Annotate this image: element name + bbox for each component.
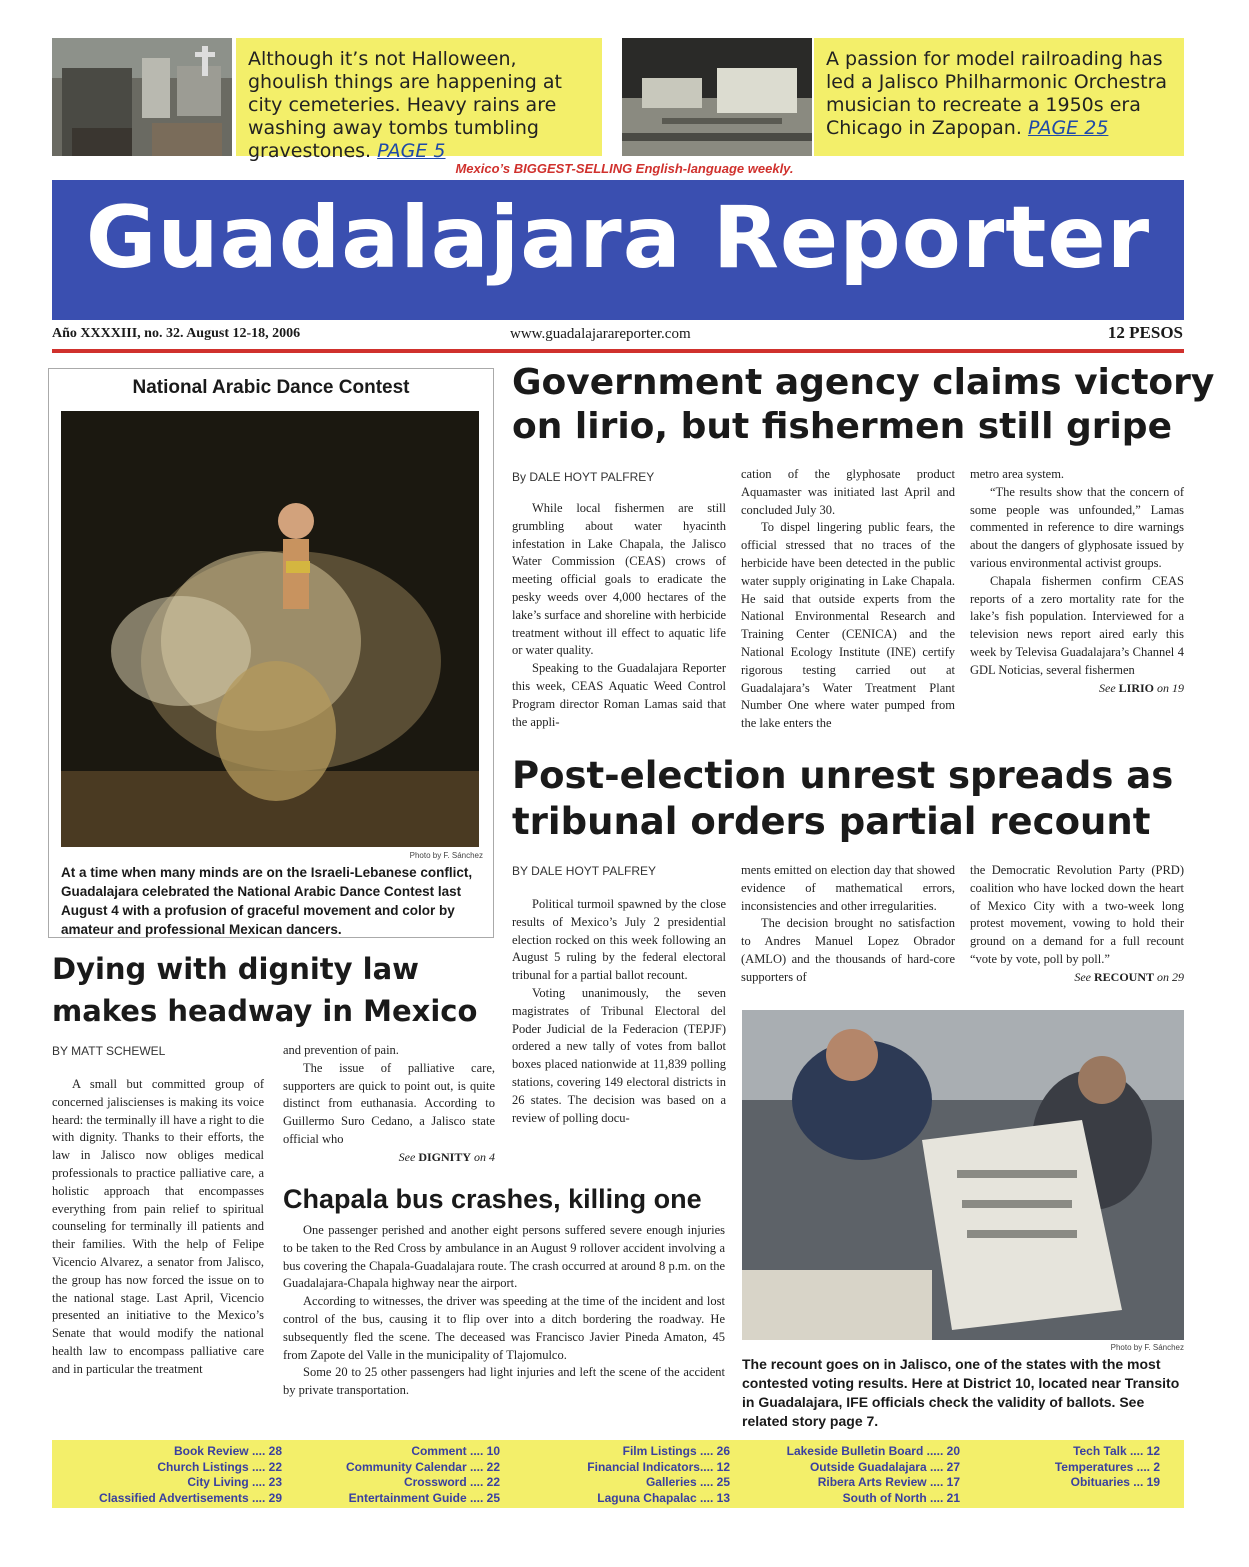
index-item[interactable]: Financial Indicators.... 12 (587, 1459, 730, 1474)
index-item[interactable]: Laguna Chapalac .... 13 (597, 1490, 730, 1505)
dance-photo (61, 411, 479, 847)
election-headline-2[interactable]: tribunal orders partial recount (512, 800, 1151, 843)
lirio-headline-2[interactable]: on lirio, but fishermen still gripe (512, 406, 1172, 447)
paragraph: The decision brought no satisfaction to Andres Manuel Lopez Obrador (AMLO) and the thousands of hard-core supporters of (741, 916, 955, 984)
paragraph: Voting unanimously, the seven magistrates of Tribunal Electoral del Poder Judicial de la Federacion (TEPJF) ordered a new tally of votes from ballot boxes placed nationwide at 11,839 polling stations, covering 149 electoral districts in 26 states. The decision was based on a review of polling docu- (512, 985, 726, 1125)
paragraph: A small but committed group of concerned jaliscienses is making its voice heard: the terminally ill have a right to die with dignity. Thanks to their efforts, the law in Jalisco now obliges medical professionals to practice palliative care, a holistic approach that encompasses everything from pain relief to spiritual counseling for terminally ill patients and their families. With the help of Felipe Vicencio Alvarez, a senator from Jalisco, the group has now forced the issue on to the national stage. Last April, Vicencio presented an initiative to the Mexico’s Senate that would modify the national health law to encompass palliative care and in particular the treatment (52, 1077, 264, 1376)
paragraph: the Democratic Revolution Party (PRD) coalition who have locked down the heart of Mexico City with a two-week long protest movement, vowing to hold their ground on a demand for a full recount “vote by vote, poll by poll.” (970, 863, 1184, 966)
index-item[interactable]: Community Calendar .... 22 (345, 1459, 500, 1474)
teaser-railroad-text: A passion for model railroading has led a Jalisco Philharmonic Orchestra musician to recreate a 1950s era Chicago in Zapopan. (826, 48, 1168, 139)
index-item[interactable]: Lakeside Bulletin Board ..... 20 (786, 1444, 960, 1458)
paragraph: Political turmoil spawned by the close results of Mexico’s July 2 presidential election rocked on this week following an August 5 ruling by the federal electoral tribunal for a partial ballot recount. (512, 897, 726, 983)
dance-caption: At a time when many minds are on the Israeli-Lebanese conflict, Guadalajara celebrated the National Arabic Dance Contest last August 4 with a profusion of graceful movement and color by amateur and professional Mexican dancers. (61, 865, 473, 937)
dance-title: National Arabic Dance Contest (132, 377, 410, 398)
election-byline: BY DALE HOYT PALFREY (512, 864, 657, 878)
recount-caption: The recount goes on in Jalisco, one of the states with the most contested voting results. Here at District 10, located near Transito in Guadalajara, IFE officials check the validity of ballots. See related story page 7. (742, 1356, 1180, 1429)
index-col-2 (282, 1444, 500, 1506)
index-bar (52, 1440, 1184, 1508)
lirio-col-1 (512, 500, 726, 731)
paragraph: One passenger perished and another eight persons suffered severe enough injuries to be taken to the Red Cross by ambulance in an August 9 rollover accident involving a bus covering the Chapala-Guadalajara route. The crash occurred at around 8 p.m. on the Guadalajara-Chapala highway near the airport. (283, 1223, 725, 1291)
lirio-col-3 (970, 466, 1184, 697)
dance-box (48, 368, 494, 938)
paragraph: While local fishermen are still grumbling about water hyacinth infestation in Lake Chapala, the Jalisco Water Commission (CEAS) crows of meeting official goals to eradicate the pesky weeds over 4,000 hectares of the lake’s surface and shoreline with herbicide treatment without ill effect to aquatic life or water quality. (512, 501, 726, 658)
index-item[interactable]: Obituaries ... 19 (1070, 1475, 1160, 1489)
index-item[interactable]: South of North .... 21 (842, 1490, 960, 1505)
index-item[interactable]: Galleries .... 25 (645, 1475, 730, 1489)
dance-photo-credit: Photo by F. Sánchez (409, 851, 483, 860)
dignity-col-2 (283, 1042, 495, 1167)
index-item[interactable]: Outside Guadalajara .... 27 (809, 1459, 960, 1474)
recount-jump[interactable]: See RECOUNT on 29 (1074, 969, 1184, 984)
lirio-headline-1[interactable]: Government agency claims victory (512, 362, 1215, 403)
lirio-byline: By DALE HOYT PALFREY (512, 470, 655, 484)
teaser-railroad[interactable] (814, 38, 1184, 156)
index-item[interactable]: Comment .... 10 (411, 1444, 500, 1458)
lirio-col-2 (741, 466, 955, 733)
paragraph: Some 20 to 25 other passengers had light injuries and left the scene of the accident by private transportation. (283, 1365, 725, 1398)
paragraph: To dispel lingering public fears, the official stressed that no traces of the herbicide have been detected in the public water supply originating in Lake Chapala. He said that outside experts from the National Environmental Research and Training Center (CENICA) and the National Ecology Institute (INE) certify rigorous testing carried out at Guadalajara’s Water Treatment Plant Number One where water pumped from the lake enters the (741, 520, 955, 731)
paragraph: cation of the glyphosate product Aquamaster was initiated last April and concluded July 30. (741, 467, 955, 517)
paragraph: “The results show that the concern of some people was unfounded,” Lamas commented in reference to dire warnings about the dangers of glyphosate issued by various environmental activist groups. (970, 484, 1184, 570)
teaser-cemetery[interactable] (236, 38, 602, 162)
index-item[interactable]: City Living .... 23 (187, 1475, 282, 1489)
cemetery-photo (52, 38, 232, 156)
index-item[interactable]: Temperatures .... 2 (1054, 1459, 1160, 1474)
dignity-jump[interactable]: See DIGNITY on 4 (398, 1149, 495, 1164)
index-col-1 (52, 1444, 282, 1506)
masthead-title: Guadalajara Reporter (85, 188, 1151, 288)
index-item[interactable]: Ribera Arts Review .... 17 (817, 1475, 960, 1489)
election-col-2 (741, 862, 955, 987)
index-item[interactable]: Crossword .... 22 (403, 1475, 500, 1489)
dignity-col-1 (52, 1076, 264, 1379)
masthead (52, 180, 1184, 320)
paragraph: ments emitted on election day that showed evidence of mathematical errors, inconsistencies and other irregularities. (741, 863, 955, 913)
election-headline-1[interactable]: Post-election unrest spreads as (512, 754, 1174, 797)
index-col-4 (730, 1444, 960, 1506)
masthead-rule (52, 349, 1184, 353)
teaser-cemetery-text: Although it’s not Halloween, ghoulish things are happening at city cemeteries. Heavy rains are washing away tombs tumbling gravestones. (248, 48, 562, 162)
bus-headline[interactable]: Chapala bus crashes, killing one (283, 1184, 702, 1214)
election-col-1 (512, 896, 726, 1127)
price: 12 PESOS (1107, 323, 1183, 342)
dignity-byline: BY MATT SCHEWEL (52, 1044, 166, 1058)
paragraph: and prevention of pain. (283, 1043, 399, 1057)
index-item[interactable]: Book Review .... 28 (173, 1444, 282, 1458)
website[interactable]: www.guadalajarareporter.com (510, 326, 691, 342)
index-item[interactable]: Church Listings .... 22 (157, 1459, 282, 1474)
index-item[interactable]: Entertainment Guide .... 25 (348, 1490, 500, 1505)
index-col-5 (960, 1444, 1160, 1491)
index-item[interactable]: Classified Advertisements .... 29 (99, 1490, 282, 1505)
index-col-3 (500, 1444, 730, 1506)
dignity-headline-2[interactable]: makes headway in Mexico (52, 994, 478, 1028)
lirio-jump[interactable]: See LIRIO on 19 (1099, 680, 1184, 695)
tagline: Mexico’s BIGGEST-SELLING English-language weekly. (455, 161, 794, 176)
railroad-photo (622, 38, 812, 156)
issue-info: Año XXXXIII, no. 32. August 12-18, 2006 (52, 326, 301, 341)
teaser-cemetery-link[interactable]: PAGE 5 (377, 140, 446, 162)
index-item[interactable]: Tech Talk .... 12 (1073, 1444, 1160, 1458)
paragraph: Speaking to the Guadalajara Reporter this week, CEAS Aquatic Weed Control Program director Roman Lamas said that the appli- (512, 661, 726, 729)
dignity-headline-1[interactable]: Dying with dignity law (52, 952, 419, 986)
index-item[interactable]: Film Listings .... 26 (622, 1444, 730, 1458)
election-col-3 (970, 862, 1184, 987)
recount-photo (742, 1010, 1184, 1340)
paragraph: metro area system. (970, 467, 1065, 481)
bus-body (283, 1222, 725, 1400)
teaser-railroad-link[interactable]: PAGE 25 (1027, 117, 1109, 139)
recount-photo-credit: Photo by F. Sánchez (1110, 1343, 1184, 1352)
paragraph: Chapala fishermen confirm CEAS reports of a zero mortality rate for the lake’s fish population. Interviewed for a television news report aired early this week by Televisa Guadalajara’s Channel 4 GDL Noticias, several fishermen (970, 573, 1184, 677)
paragraph: According to witnesses, the driver was speeding at the time of the incident and lost control of the bus, causing it to flip over into a ditch bordering the roadway. He subsequently fled the scene. The deceased was Francisco Javier Pineda Amaton, 45 from Zapote del Valle in the municipality of Tlajomulco. (283, 1294, 725, 1362)
paragraph: The issue of palliative care, supporters are quick to point out, is quite distinct from euthanasia. According to Guillermo Suro Cedano, a Jalisco state official who (283, 1060, 495, 1146)
